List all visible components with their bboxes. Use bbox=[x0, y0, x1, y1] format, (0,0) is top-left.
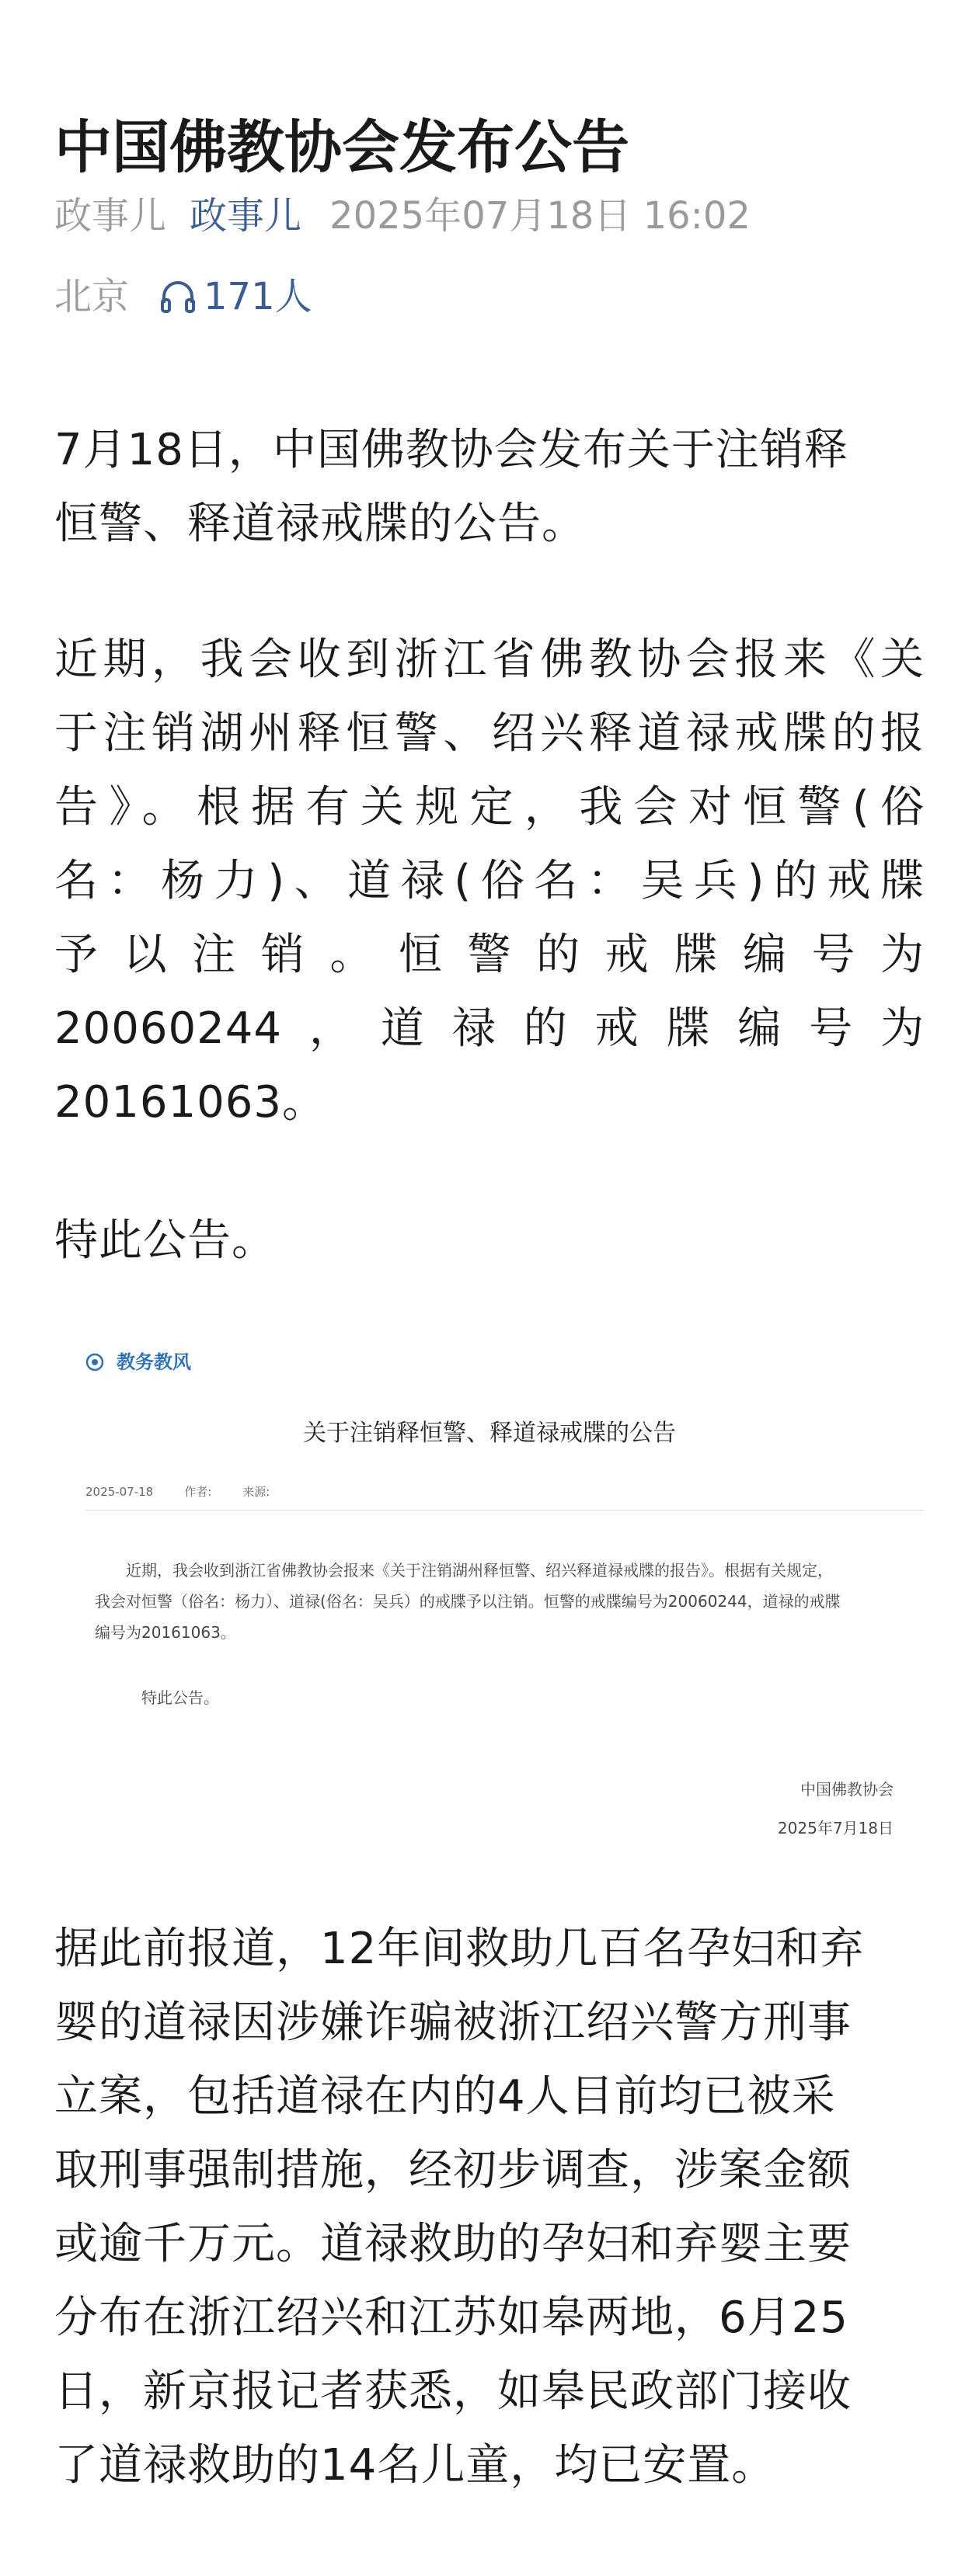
notice-source-label: 来源: bbox=[242, 1485, 270, 1499]
listen-button[interactable] bbox=[160, 275, 312, 318]
paragraph-closing: 特此公告。 bbox=[54, 1215, 276, 1266]
paragraph-line: 于注销湖州释恒警、绍兴释道禄戒牒的报 bbox=[54, 708, 925, 759]
listener-count: 171人 bbox=[204, 275, 312, 318]
paragraph-line: 日，新京报记者获悉，如皋民政部门接收 bbox=[54, 2366, 852, 2417]
notice-org: 中国佛教协会 bbox=[800, 1780, 894, 1799]
notice-signoff: 特此公告。 bbox=[141, 1688, 219, 1707]
notice-body-line: 编号为20161063。 bbox=[95, 1623, 236, 1642]
paragraph-line: 予以注销。恒警的戒牒编号为 bbox=[54, 930, 925, 980]
paragraph-line: 名：杨力)、道禄(俗名：吴兵)的戒牒 bbox=[54, 856, 925, 906]
paragraph-line: 立案，包括道禄在内的4人目前均已被采 bbox=[54, 2071, 836, 2122]
notice-body-line: 近期，我会收到浙江省佛教协会报来《关于注销湖州释恒警、绍兴释道禄戒牒的报告》。根据有关规定， bbox=[126, 1561, 833, 1580]
paragraph-line: 婴的道禄因涉嫌诈骗被浙江绍兴警方刑事 bbox=[54, 1997, 852, 2048]
notice-date: 2025-07-18 bbox=[85, 1485, 154, 1499]
paragraph-notice-summary bbox=[54, 623, 925, 1139]
notice-body bbox=[95, 1555, 903, 1648]
target-icon bbox=[85, 1353, 104, 1371]
paragraph-line: 了道禄救助的14名儿童，均已安置。 bbox=[54, 2440, 776, 2491]
paragraph-line: 近期，我会收到浙江省佛教协会报来《关 bbox=[54, 634, 925, 685]
paragraph-line: 分布在浙江绍兴和江苏如皋两地，6月25 bbox=[54, 2293, 848, 2343]
notice-column-name: 教务教风 bbox=[117, 1351, 191, 1373]
paragraph-line: 恒警、释道禄戒牒的公告。 bbox=[54, 499, 586, 549]
notice-screenshot bbox=[54, 1312, 925, 1872]
source-name: 政事儿 bbox=[54, 194, 167, 238]
paragraph-background bbox=[54, 1912, 925, 2502]
paragraph-intro bbox=[54, 413, 925, 561]
notice-column-header bbox=[85, 1347, 191, 1374]
paragraph-line: 20060244，道禄的戒牒编号为 bbox=[54, 1003, 925, 1054]
notice-meta bbox=[85, 1483, 301, 1500]
publish-datetime: 2025年07月18日 16:02 bbox=[329, 194, 751, 238]
article-meta-secondary bbox=[54, 273, 925, 320]
paragraph-line: 取刑事强制措施，经初步调查，涉案金额 bbox=[54, 2145, 852, 2195]
paragraph-line: 告》。根据有关规定，我会对恒警(俗 bbox=[54, 782, 925, 833]
article-meta bbox=[54, 193, 925, 239]
paragraph-line: 20161063。 bbox=[54, 1077, 327, 1128]
notice-title: 关于注销释恒警、释道禄戒牒的公告 bbox=[303, 1420, 676, 1447]
paragraph-line: 据此前报道，12年间救助几百名孕妇和弃 bbox=[54, 1924, 865, 1974]
paragraph-line: 或逾千万元。道禄救助的孕妇和弃婴主要 bbox=[54, 2219, 852, 2269]
location: 北京 bbox=[54, 275, 130, 318]
notice-body-line: 我会对恒警（俗名：杨力）、道禄(俗名：吴兵）的戒牒予以注销。恒警的戒牒编号为20060244，道禄的戒牒 bbox=[95, 1592, 841, 1611]
headphones-icon bbox=[160, 280, 196, 314]
page-title: 中国佛教协会发布公告 bbox=[54, 113, 629, 181]
notice-author-label: 作者: bbox=[184, 1485, 212, 1499]
author-link[interactable]: 政事儿 bbox=[190, 194, 302, 238]
paragraph-line: 7月18日，中国佛教协会发布关于注销释 bbox=[54, 425, 848, 475]
notice-signed-date: 2025年7月18日 bbox=[777, 1819, 894, 1837]
